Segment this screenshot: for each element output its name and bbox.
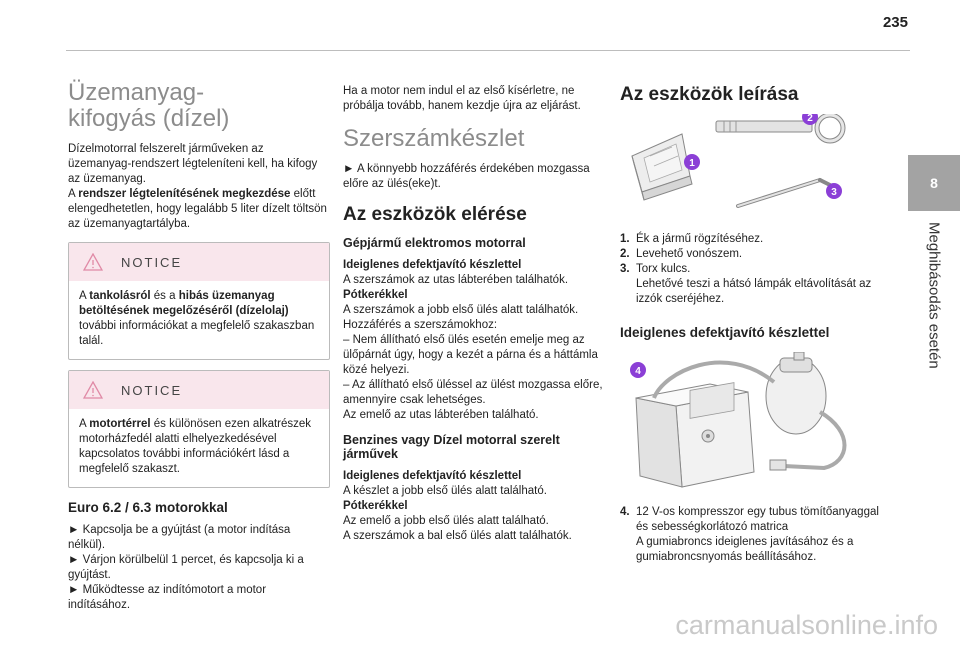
tool-list xyxy=(620,232,882,307)
electric-kit-text: A szerszámok az utas lábterében találhatók. xyxy=(343,274,569,286)
notice-box-refuel xyxy=(68,242,330,360)
electric-access-label: Hozzáférés a szerszámokhoz: xyxy=(343,319,498,331)
electric-heading: Gépjármű elektromos motorral xyxy=(343,236,526,250)
section-heading-tool-description: Az eszközök leírása xyxy=(620,84,799,105)
fuel-jack-location: Az emelő a jobb első ülés alatt található. xyxy=(343,515,549,527)
section-heading-fuel-runout: Üzemanyag-kifogyás (dízel) xyxy=(68,79,230,132)
header-rule xyxy=(66,50,910,51)
column-3 xyxy=(620,84,882,106)
towing-eye-image xyxy=(716,115,843,141)
list-item: 1. Ék a jármű rögzítéséhez. xyxy=(620,233,764,245)
notice-text: A tankolásról és a hibás üzemanyag betöltésének megelőzéséről (dízelolaj) további információkat a megfelelő szakaszban talál. xyxy=(79,290,315,347)
wheel-chock-image xyxy=(632,134,692,200)
page-number: 235 xyxy=(882,14,908,31)
electric-spare-text: A szerszámok a jobb első ülés alatt találhatók. xyxy=(343,304,579,316)
tools-illustration xyxy=(620,114,850,214)
svg-text:1: 1 xyxy=(689,158,695,169)
warning-triangle-icon xyxy=(83,253,103,271)
sealant-bottle-image xyxy=(766,352,826,434)
warning-triangle-icon xyxy=(83,381,103,399)
marker-1 xyxy=(684,154,700,170)
step-3: ► Működtesse az indítómotort a motor indításához. xyxy=(68,584,267,611)
chapter-title-text: Meghibásodás esetén xyxy=(925,222,943,369)
seat-move-step: ► A könnyebb hozzáférés érdekében mozgassa előre az ülés(eke)t. xyxy=(343,163,590,190)
notice-box-engine xyxy=(68,370,330,488)
footer-watermark[interactable]: carmanualsonline.info xyxy=(675,610,938,640)
section-heading-toolkit: Szerszámkészlet xyxy=(343,125,525,152)
electric-spare-label: Pótkerékkel xyxy=(343,289,408,301)
restart-note: Ha a motor nem indul el az első kísérletre, ne próbálja tovább, hanem kezdje újra az eljárást. xyxy=(343,85,581,112)
electric-kit-label: Ideiglenes defektjavító készlettel xyxy=(343,259,522,271)
notice-text: A motortérrel és különösen ezen alkatrészek motorházfedél alatti elhelyezkedésével kapcsolatos további információkért lásd a megfelelő szakaszt. xyxy=(79,418,312,475)
kit-heading: Ideiglenes defektjavító készlettel xyxy=(620,325,830,340)
euro-engine-heading: Euro 6.2 / 6.3 motorokkal xyxy=(68,500,228,515)
item-4-block xyxy=(620,505,882,565)
column-1 xyxy=(68,80,330,613)
chapter-number-tab[interactable]: 8 xyxy=(908,155,960,211)
electric-access-adjustable: – Az állítható első üléssel az ülést mozgassa előre, amennyire csak lehetséges. xyxy=(343,379,603,406)
marker-4 xyxy=(630,362,646,378)
svg-text:2: 2 xyxy=(807,114,813,124)
tool-list-block xyxy=(620,232,882,340)
diesel-intro: Dízelmotorral felszerelt járműveken az üzemanyag-rendszert légteleníteni kell, ha kifogy az üzemanyag. xyxy=(68,143,318,185)
step-1: ► Kapcsolja be a gyújtást (a motor indítása nélkül). xyxy=(68,524,291,551)
step-2: ► Várjon körülbelül 1 percet, és kapcsolja ki a gyújtást. xyxy=(68,554,304,581)
column-2 xyxy=(343,84,605,544)
list-item: 4. 12 V-os kompresszor egy tubus tömítőanyaggal és sebességkorlátozó matrica A gumiabroncs ideiglenes javításához és a gumiabroncsnyomás beállításához. xyxy=(620,506,879,563)
fuel-spare-label: Pótkerékkel xyxy=(343,500,408,512)
marker-3 xyxy=(826,183,842,199)
fuel-tools-location: A szerszámok a bal első ülés alatt találhatók. xyxy=(343,530,572,542)
fuel-kit-label: Ideiglenes defektjavító készlettel xyxy=(343,470,522,482)
notice-title: NOTICE xyxy=(121,382,183,398)
diesel-bleed-note: A rendszer légtelenítésének megkezdése előtt elengedhetetlen, hogy legalább 5 liter dízelt töltsön az üzemanyagtartályba. xyxy=(68,188,327,230)
fuel-engine-heading: Benzines vagy Dízel motorral szerelt járművek xyxy=(343,433,560,461)
list-item: 3. Torx kulcs. Lehetővé teszi a hátsó lámpák eltávolítását az izzók cseréjéhez. xyxy=(620,263,872,305)
access-heading: Az eszközök elérése xyxy=(343,204,527,225)
fuel-kit-text: A készlet a jobb első ülés alatt található. xyxy=(343,485,547,497)
electric-jack-location: Az emelő az utas lábterében található. xyxy=(343,409,539,421)
compressor-illustration xyxy=(624,352,874,492)
compressor-image xyxy=(636,383,754,487)
list-item: 2. Levehető vonószem. xyxy=(620,248,743,260)
notice-title: NOTICE xyxy=(121,254,183,270)
svg-text:3: 3 xyxy=(831,187,837,198)
chapter-title xyxy=(912,222,956,402)
electric-access-fixed: – Nem állítható első ülés esetén emelje meg az ülőpárnát úgy, hogy a kezét a párna és a háttámla közé helyezi. xyxy=(343,334,598,376)
torx-key-image xyxy=(738,180,832,206)
svg-text:4: 4 xyxy=(635,366,641,377)
